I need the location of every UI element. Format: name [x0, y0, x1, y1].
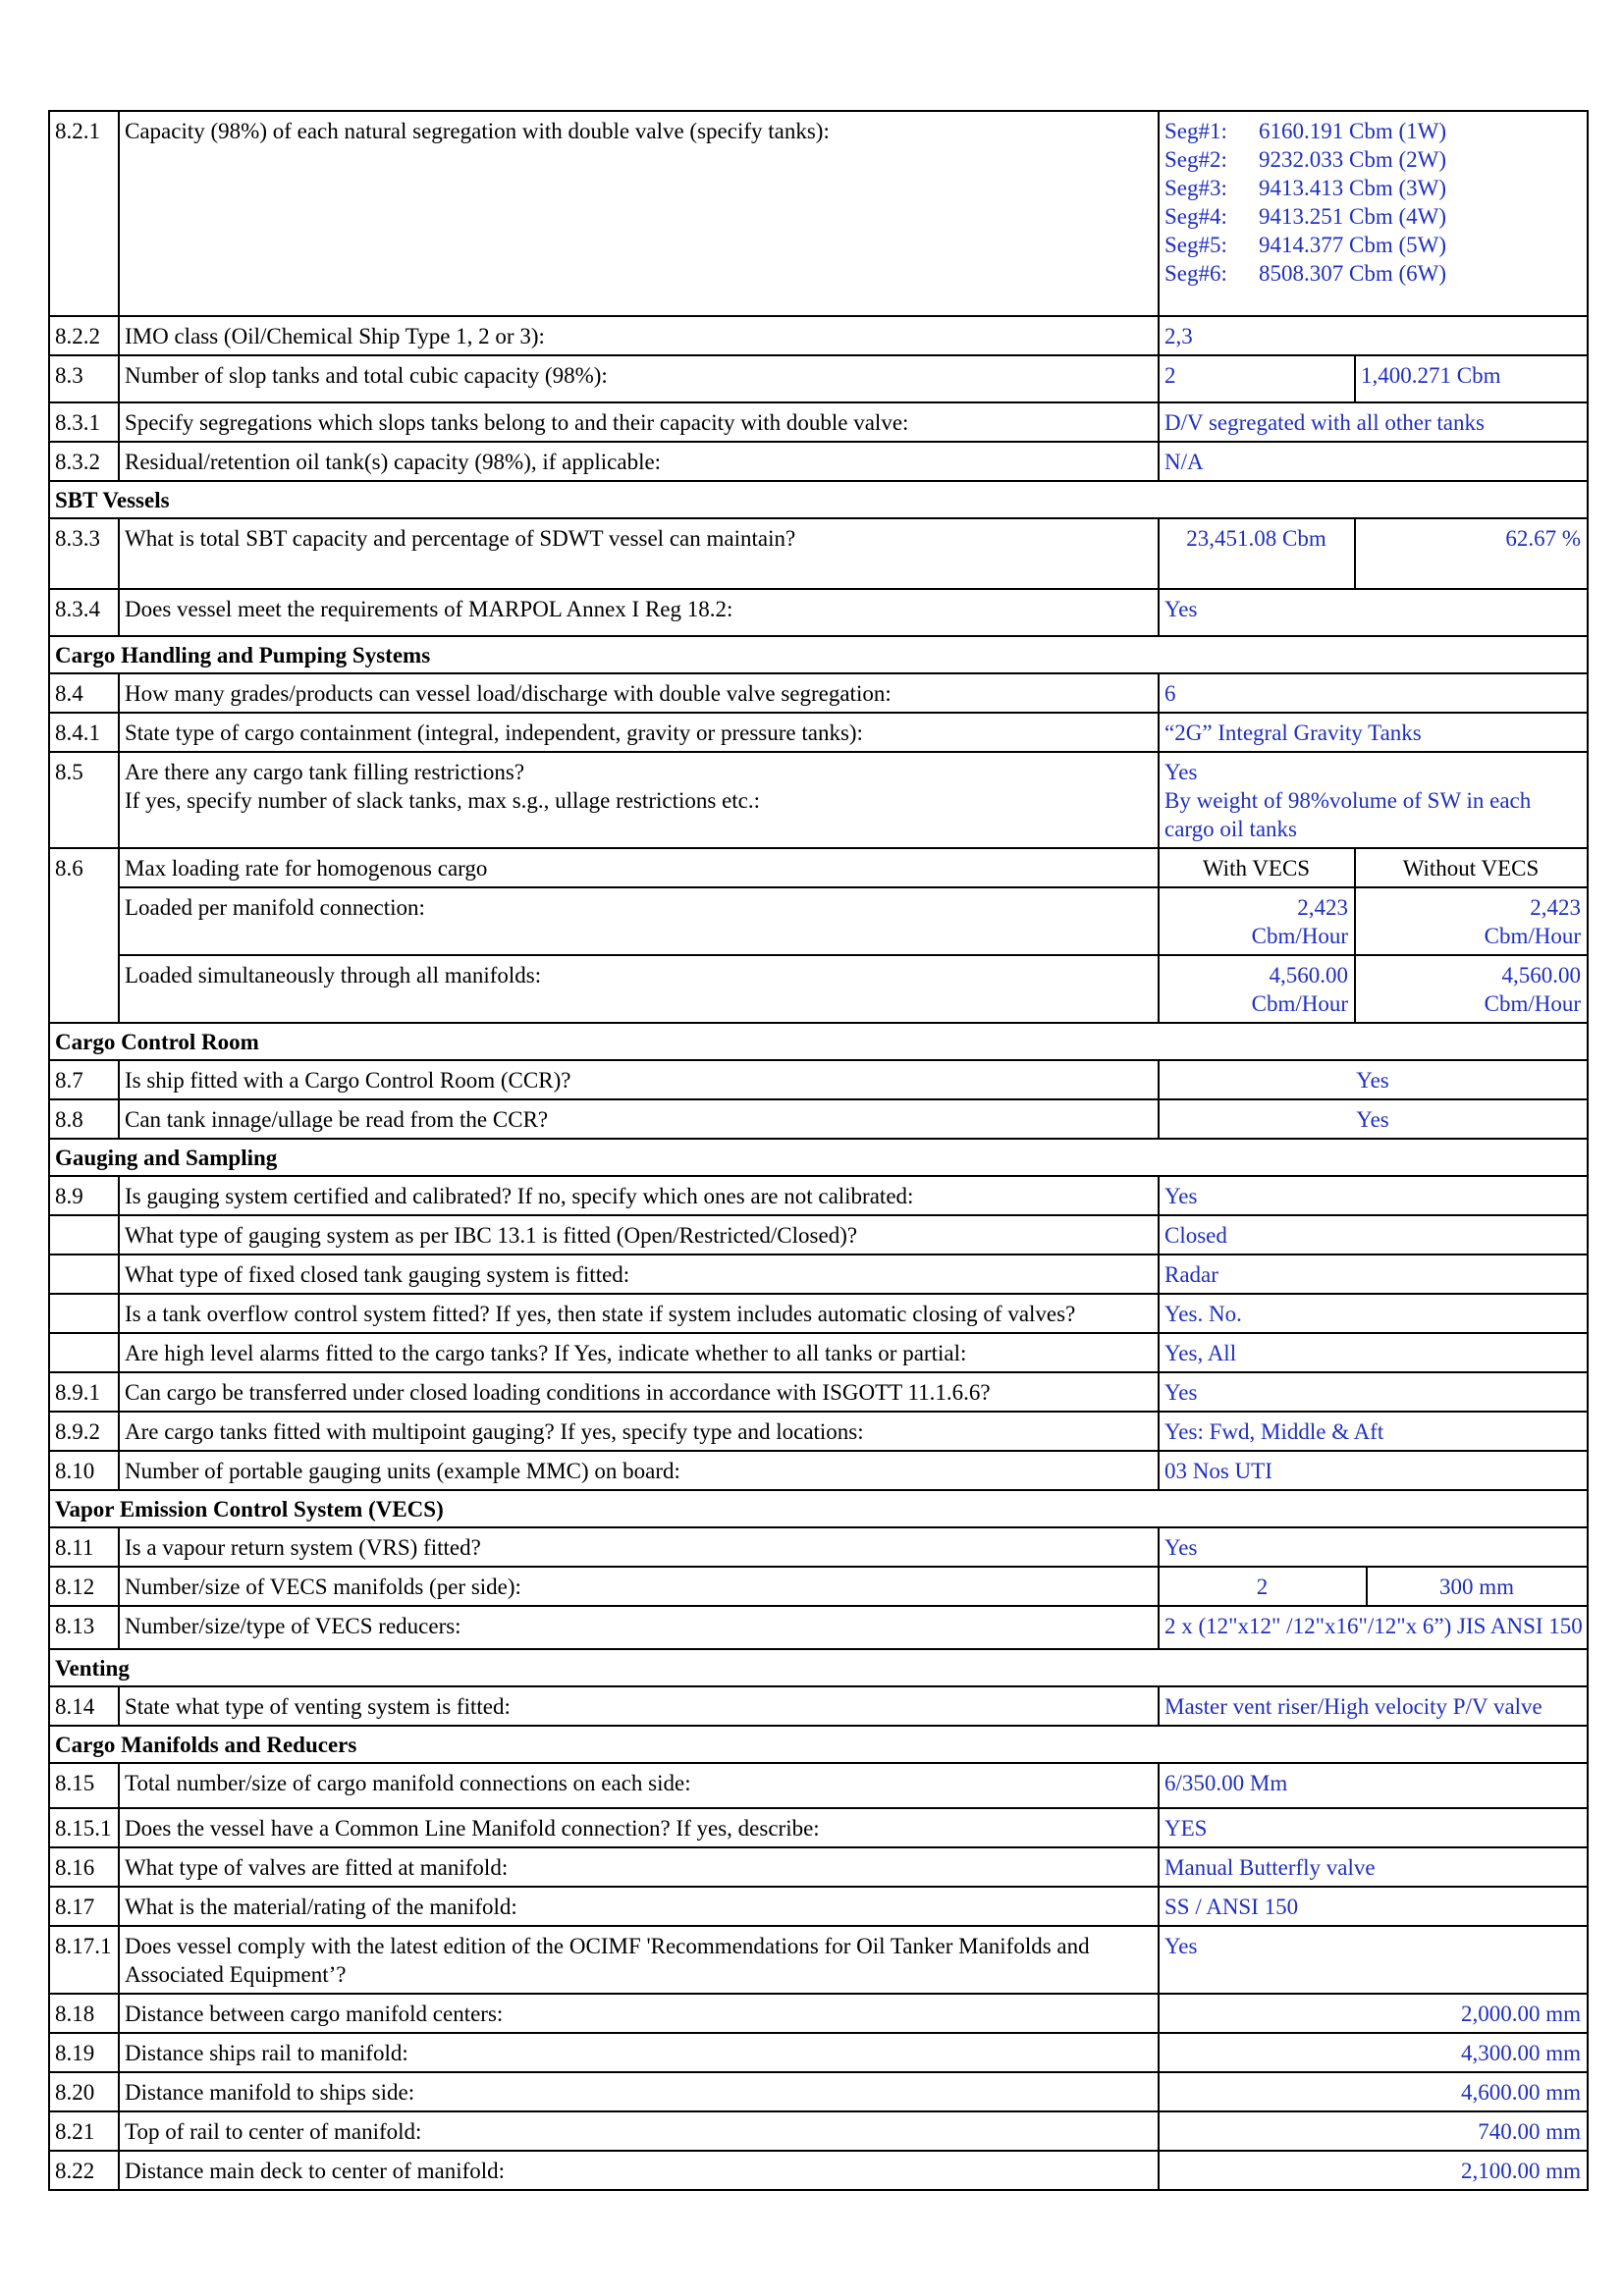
- table-row: [49, 589, 1588, 636]
- row-number: 8.18: [49, 1994, 119, 2033]
- answer: Master vent riser/High velocity P/V valve: [1159, 1686, 1588, 1726]
- section-heading: Cargo Control Room: [49, 1023, 1588, 1060]
- table-row: [49, 1926, 1588, 1994]
- question: Number of portable gauging units (example MMC) on board:: [119, 1451, 1159, 1490]
- row-number: 8.2.2: [49, 316, 119, 355]
- table-row: [49, 2033, 1588, 2072]
- answer: 2,000.00 mm: [1159, 1994, 1588, 2033]
- answer: [1355, 955, 1588, 1023]
- row-number: 8.14: [49, 1686, 119, 1726]
- question: Can tank innage/ullage be read from the CCR?: [119, 1099, 1159, 1139]
- section-heading: Cargo Manifolds and Reducers: [49, 1726, 1588, 1763]
- answer: Yes. No.: [1159, 1294, 1588, 1333]
- section-row: [49, 1023, 1588, 1060]
- question: Loaded simultaneously through all manifolds:: [119, 955, 1159, 1023]
- answer: Yes: [1159, 1372, 1588, 1412]
- row-number: 8.9.2: [49, 1412, 119, 1451]
- row-number: 8.2.1: [49, 111, 119, 316]
- row-number: 8.6: [49, 848, 119, 1023]
- table-row: [49, 752, 1588, 848]
- question: What is total SBT capacity and percentage of SDWT vessel can maintain?: [119, 518, 1159, 589]
- column-header: With VECS: [1159, 848, 1355, 887]
- section-row: [49, 1726, 1588, 1763]
- answer: [1159, 955, 1355, 1023]
- answer: 03 Nos UTI: [1159, 1451, 1588, 1490]
- question: Max loading rate for homogenous cargo: [119, 848, 1159, 887]
- segregation-item: Seg#5: 9414.377 Cbm (5W): [1164, 233, 1447, 257]
- answer: 4,300.00 mm: [1159, 2033, 1588, 2072]
- answer: D/V segregated with all other tanks: [1159, 402, 1588, 442]
- table-row: [49, 1887, 1588, 1926]
- segregation-item: Seg#4: 9413.251 Cbm (4W): [1164, 204, 1447, 229]
- answer: 6/350.00 Mm: [1159, 1763, 1588, 1808]
- question: State type of cargo containment (integral, independent, gravity or pressure tanks):: [119, 713, 1159, 752]
- table-row: [49, 1451, 1588, 1490]
- question: Does the vessel have a Common Line Manifold connection? If yes, describe:: [119, 1808, 1159, 1847]
- answer: 2,3: [1159, 316, 1588, 355]
- table-row: [49, 1847, 1588, 1887]
- table-row: [49, 2151, 1588, 2190]
- row-number: 8.5: [49, 752, 119, 848]
- answer: Yes: Fwd, Middle & Aft: [1159, 1412, 1588, 1451]
- section-row: [49, 636, 1588, 673]
- question: Does vessel comply with the latest edition of the OCIMF 'Recommendations for Oil Tanker Manifolds and Associated Equipment’?: [119, 1926, 1159, 1994]
- question: Distance manifold to ships side:: [119, 2072, 1159, 2111]
- question: Is a tank overflow control system fitted? If yes, then state if system includes automatic closing of valves?: [119, 1294, 1159, 1333]
- table-row: [49, 1686, 1588, 1726]
- answer: [1159, 752, 1588, 848]
- answer-line: Yes: [1164, 760, 1198, 784]
- row-number: 8.9: [49, 1176, 119, 1215]
- answer: 4,600.00 mm: [1159, 2072, 1588, 2111]
- section-row: [49, 1649, 1588, 1686]
- question: Residual/retention oil tank(s) capacity (98%), if applicable:: [119, 442, 1159, 481]
- question: Number/size of VECS manifolds (per side):: [119, 1567, 1159, 1606]
- section-row: [49, 1490, 1588, 1527]
- question: Number of slop tanks and total cubic capacity (98%):: [119, 355, 1159, 402]
- question: What type of gauging system as per IBC 13.1 is fitted (Open/Restricted/Closed)?: [119, 1215, 1159, 1255]
- answer: Closed: [1159, 1215, 1588, 1255]
- question: State what type of venting system is fitted:: [119, 1686, 1159, 1726]
- row-number: 8.11: [49, 1527, 119, 1567]
- answer: Yes: [1159, 1527, 1588, 1567]
- answer: Yes: [1159, 589, 1588, 636]
- question: Number/size/type of VECS reducers:: [119, 1606, 1159, 1649]
- answer: YES: [1159, 1808, 1588, 1847]
- table-row: [49, 1294, 1588, 1333]
- answer: Radar: [1159, 1255, 1588, 1294]
- table-row: [49, 673, 1588, 713]
- row-number: 8.22: [49, 2151, 119, 2190]
- answer: 62.67 %: [1355, 518, 1588, 589]
- table-row: [49, 442, 1588, 481]
- answer-line: By weight of 98%volume of SW in each cargo oil tanks: [1164, 788, 1532, 841]
- table-row: [49, 1372, 1588, 1412]
- answer: Yes: [1159, 1176, 1588, 1215]
- segregation-list: [1159, 111, 1588, 316]
- row-number: 8.9.1: [49, 1372, 119, 1412]
- value: 4,560.00: [1269, 963, 1348, 988]
- row-number: 8.8: [49, 1099, 119, 1139]
- row-number: 8.12: [49, 1567, 119, 1606]
- value: 2,423: [1297, 895, 1348, 920]
- section-heading: Vapor Emission Control System (VECS): [49, 1490, 1588, 1527]
- row-number: 8.15.1: [49, 1808, 119, 1847]
- section-heading: SBT Vessels: [49, 481, 1588, 518]
- unit: Cbm/Hour: [1251, 924, 1348, 948]
- answer: Yes: [1159, 1099, 1588, 1139]
- table-row: [49, 848, 1588, 887]
- table-row: [49, 1215, 1588, 1255]
- row-number: 8.13: [49, 1606, 119, 1649]
- answer: 2: [1159, 1567, 1367, 1606]
- row-number: 8.4: [49, 673, 119, 713]
- table-row: [49, 1808, 1588, 1847]
- question: Is ship fitted with a Cargo Control Room (CCR)?: [119, 1060, 1159, 1099]
- answer: Yes: [1159, 1060, 1588, 1099]
- answer: Yes: [1159, 1926, 1588, 1994]
- answer: 2 x (12"x12" /12"x16"/12"x 6”) JIS ANSI 150: [1159, 1606, 1588, 1649]
- table-row: [49, 518, 1588, 589]
- row-number: 8.3.1: [49, 402, 119, 442]
- question: Specify segregations which slops tanks belong to and their capacity with double valve:: [119, 402, 1159, 442]
- question: IMO class (Oil/Chemical Ship Type 1, 2 or 3):: [119, 316, 1159, 355]
- table-row: [49, 1060, 1588, 1099]
- section-heading: Gauging and Sampling: [49, 1139, 1588, 1176]
- row-number: 8.16: [49, 1847, 119, 1887]
- unit: Cbm/Hour: [1484, 991, 1582, 1016]
- section-heading: Cargo Handling and Pumping Systems: [49, 636, 1588, 673]
- question: What type of fixed closed tank gauging system is fitted:: [119, 1255, 1159, 1294]
- table-row: [49, 111, 1588, 316]
- section-row: [49, 1139, 1588, 1176]
- table-row: [49, 1099, 1588, 1139]
- answer: 300 mm: [1367, 1567, 1588, 1606]
- segregation-item: Seg#2: 9232.033 Cbm (2W): [1164, 147, 1447, 172]
- answer: N/A: [1159, 442, 1588, 481]
- row-number: 8.10: [49, 1451, 119, 1490]
- question: Are cargo tanks fitted with multipoint gauging? If yes, specify type and locations:: [119, 1412, 1159, 1451]
- question: Are high level alarms fitted to the cargo tanks? If Yes, indicate whether to all tanks or partial:: [119, 1333, 1159, 1372]
- segregation-item: Seg#6: 8508.307 Cbm (6W): [1164, 261, 1447, 286]
- segregation-item: Seg#3: 9413.413 Cbm (3W): [1164, 176, 1447, 200]
- answer: 6: [1159, 673, 1588, 713]
- question: Distance main deck to center of manifold:: [119, 2151, 1159, 2190]
- unit: Cbm/Hour: [1251, 991, 1348, 1016]
- row-number: 8.3.2: [49, 442, 119, 481]
- table-row: [49, 1176, 1588, 1215]
- table-row: [49, 2111, 1588, 2151]
- row-number: 8.15: [49, 1763, 119, 1808]
- answer: [1159, 887, 1355, 955]
- question: Capacity (98%) of each natural segregation with double valve (specify tanks):: [119, 111, 1159, 316]
- row-number: [49, 1255, 119, 1294]
- answer: [1355, 887, 1588, 955]
- question-line: Are there any cargo tank filling restrictions?: [125, 760, 525, 784]
- row-number: 8.21: [49, 2111, 119, 2151]
- row-number: 8.20: [49, 2072, 119, 2111]
- table-row: [49, 402, 1588, 442]
- value: 4,560.00: [1501, 963, 1582, 988]
- question: What is the material/rating of the manifold:: [119, 1887, 1159, 1926]
- answer: 2: [1159, 355, 1355, 402]
- answer: SS / ANSI 150: [1159, 1887, 1588, 1926]
- row-number: 8.3: [49, 355, 119, 402]
- question: Is a vapour return system (VRS) fitted?: [119, 1527, 1159, 1567]
- answer: “2G” Integral Gravity Tanks: [1159, 713, 1588, 752]
- row-number: 8.4.1: [49, 713, 119, 752]
- answer: 23,451.08 Cbm: [1159, 518, 1355, 589]
- answer: Manual Butterfly valve: [1159, 1847, 1588, 1887]
- question: Top of rail to center of manifold:: [119, 2111, 1159, 2151]
- answer: 1,400.271 Cbm: [1355, 355, 1588, 402]
- question: Can cargo be transferred under closed loading conditions in accordance with ISGOTT 11.1.6.6?: [119, 1372, 1159, 1412]
- question: [119, 752, 1159, 848]
- segregation-item: Seg#1: 6160.191 Cbm (1W): [1164, 119, 1447, 143]
- question: What type of valves are fitted at manifold:: [119, 1847, 1159, 1887]
- table-row: [49, 1606, 1588, 1649]
- row-number: [49, 1294, 119, 1333]
- row-number: 8.17: [49, 1887, 119, 1926]
- answer: 2,100.00 mm: [1159, 2151, 1588, 2190]
- value: 2,423: [1530, 895, 1582, 920]
- row-number: 8.3.3: [49, 518, 119, 589]
- question: Distance ships rail to manifold:: [119, 2033, 1159, 2072]
- section-row: [49, 481, 1588, 518]
- row-number: [49, 1215, 119, 1255]
- row-number: 8.19: [49, 2033, 119, 2072]
- question: Does vessel meet the requirements of MARPOL Annex I Reg 18.2:: [119, 589, 1159, 636]
- unit: Cbm/Hour: [1484, 924, 1582, 948]
- row-number: 8.7: [49, 1060, 119, 1099]
- questionnaire-table: [48, 110, 1589, 2191]
- question: Is gauging system certified and calibrated? If no, specify which ones are not calibrated:: [119, 1176, 1159, 1215]
- answer: 740.00 mm: [1159, 2111, 1588, 2151]
- row-number: 8.3.4: [49, 589, 119, 636]
- question: Distance between cargo manifold centers:: [119, 1994, 1159, 2033]
- column-header: Without VECS: [1355, 848, 1588, 887]
- question: Loaded per manifold connection:: [119, 887, 1159, 955]
- table-row: [49, 1994, 1588, 2033]
- table-row: [49, 713, 1588, 752]
- section-heading: Venting: [49, 1649, 1588, 1686]
- table-row: [49, 1567, 1588, 1606]
- table-row: [49, 1763, 1588, 1808]
- table-row: [49, 2072, 1588, 2111]
- row-number: 8.17.1: [49, 1926, 119, 1994]
- table-row: [49, 316, 1588, 355]
- table-row: [49, 1333, 1588, 1372]
- answer: Yes, All: [1159, 1333, 1588, 1372]
- table-row: [49, 355, 1588, 402]
- row-number: [49, 1333, 119, 1372]
- table-row: [49, 1527, 1588, 1567]
- question-line: If yes, specify number of slack tanks, max s.g., ullage restrictions etc.:: [125, 788, 761, 813]
- table-row: [49, 887, 1588, 955]
- question: How many grades/products can vessel load/discharge with double valve segregation:: [119, 673, 1159, 713]
- table-row: [49, 955, 1588, 1023]
- table-row: [49, 1412, 1588, 1451]
- question: Total number/size of cargo manifold connections on each side:: [119, 1763, 1159, 1808]
- table-row: [49, 1255, 1588, 1294]
